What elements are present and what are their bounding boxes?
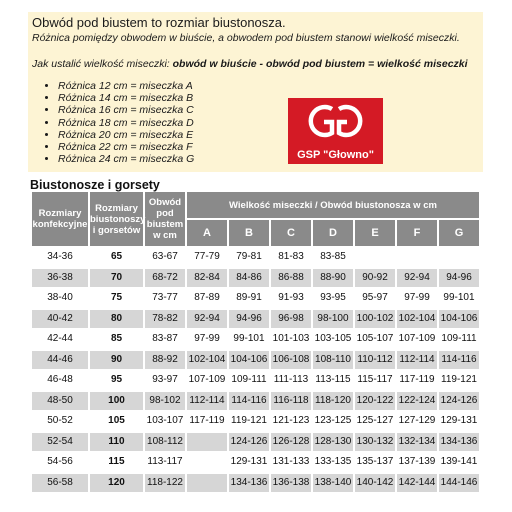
cell-cup-g: 99-101 [439,289,479,308]
cell-cup-g: 134-136 [439,433,479,452]
cell-cup-c: 126-128 [271,433,311,452]
cell-cup-e: 95-97 [355,289,395,308]
cell-cup-f: 122-124 [397,392,437,411]
cell-cup-c: 91-93 [271,289,311,308]
cell-cup-f: 97-99 [397,289,437,308]
cell-cup-f: 112-114 [397,351,437,370]
cell-cup-b: 119-121 [229,412,269,431]
table-row [32,371,479,390]
cell-konfekcja: 46-48 [32,371,88,390]
cell-cup-b: 89-91 [229,289,269,308]
cell-underbust: 63-67 [145,248,185,267]
header-biustonosz: Rozmiary biustonoszy i gorsetów [90,192,143,246]
info-subtitle: Różnica pomiędzy obwodem w biuście, a obwodem pod biustem stanowi wielkość miseczki. [32,32,460,44]
cell-underbust: 118-122 [145,474,185,493]
cell-cup-g: 139-141 [439,453,479,472]
header-cup-f: F [397,220,437,246]
header-cup-b: B [229,220,269,246]
cell-cup-f: 117-119 [397,371,437,390]
cell-cup-a: 117-119 [187,412,227,431]
header-cup-e: E [355,220,395,246]
cell-cup-a: 92-94 [187,310,227,329]
cell-cup-c: 111-113 [271,371,311,390]
cell-cup-g: 104-106 [439,310,479,329]
logo-label: GSP "Głowno" [297,149,374,161]
cell-underbust: 68-72 [145,269,185,288]
cell-konfekcja: 54-56 [32,453,88,472]
cup-rule-item: • Różnica 12 cm = miseczka A [58,80,194,92]
cell-cup-g: 109-111 [439,330,479,349]
cell-cup-d: 98-100 [313,310,353,329]
cup-rules-list [34,80,194,165]
cell-underbust: 98-102 [145,392,185,411]
cell-band-size: 85 [90,330,143,349]
cell-band-size: 70 [90,269,143,288]
cell-konfekcja: 48-50 [32,392,88,411]
cell-cup-e: 120-122 [355,392,395,411]
cell-band-size: 90 [90,351,143,370]
cell-konfekcja: 56-58 [32,474,88,493]
cup-rule-item: • Różnica 16 cm = miseczka C [58,104,194,116]
cell-cup-e: 100-102 [355,310,395,329]
cell-cup-a: 102-104 [187,351,227,370]
cell-cup-d: 108-110 [313,351,353,370]
cell-cup-e: 105-107 [355,330,395,349]
cell-underbust: 113-117 [145,453,185,472]
cell-cup-d: 113-115 [313,371,353,390]
cell-konfekcja: 42-44 [32,330,88,349]
cup-rule-item: • Różnica 22 cm = miseczka F [58,141,194,153]
cell-cup-e: 135-137 [355,453,395,472]
cell-band-size: 100 [90,392,143,411]
header-cup-group: Wielkość miseczki / Obwód biustonosza w cm [187,192,479,218]
cell-konfekcja: 38-40 [32,289,88,308]
size-table [30,190,481,494]
cell-cup-b: 109-111 [229,371,269,390]
cell-cup-d: 128-130 [313,433,353,452]
cell-cup-a: 77-79 [187,248,227,267]
cell-cup-c: 101-103 [271,330,311,349]
header-cup-g: G [439,220,479,246]
info-title: Obwód pod biustem to rozmiar biustonosza. [32,15,286,30]
cell-cup-d: 93-95 [313,289,353,308]
cell-konfekcja: 52-54 [32,433,88,452]
cell-cup-b: 104-106 [229,351,269,370]
cell-band-size: 110 [90,433,143,452]
cell-cup-e: 130-132 [355,433,395,452]
cell-cup-a [187,474,227,493]
cup-rule-item: • Różnica 14 cm = miseczka B [58,92,194,104]
cell-underbust: 108-112 [145,433,185,452]
cell-cup-e: 125-127 [355,412,395,431]
cell-cup-f: 132-134 [397,433,437,452]
cell-band-size: 120 [90,474,143,493]
cell-band-size: 80 [90,310,143,329]
table-row [32,474,479,493]
cell-cup-b: 84-86 [229,269,269,288]
cell-band-size: 105 [90,412,143,431]
header-cup-d: D [313,220,353,246]
header-cup-a: A [187,220,227,246]
cell-cup-c: 81-83 [271,248,311,267]
table-row [32,269,479,288]
cell-konfekcja: 44-46 [32,351,88,370]
header-konfekcja: Rozmiary konfekcyjne [32,192,88,246]
table-row [32,433,479,452]
table-row [32,392,479,411]
formula-text: obwód w biuście - obwód pod biustem = wielkość miseczki [172,58,468,70]
cell-cup-g: 129-131 [439,412,479,431]
cup-rule-item: • Różnica 24 cm = miseczka G [58,153,194,165]
cell-cup-g: 114-116 [439,351,479,370]
cell-cup-a: 107-109 [187,371,227,390]
table-row [32,330,479,349]
cell-cup-c: 86-88 [271,269,311,288]
header-cup-c: C [271,220,311,246]
cell-cup-e: 115-117 [355,371,395,390]
cell-cup-c: 131-133 [271,453,311,472]
company-logo [288,98,383,164]
cell-cup-g: 119-121 [439,371,479,390]
table-row [32,289,479,308]
cell-konfekcja: 40-42 [32,310,88,329]
cell-cup-a [187,453,227,472]
cell-cup-d: 138-140 [313,474,353,493]
cell-underbust: 93-97 [145,371,185,390]
cell-cup-g: 124-126 [439,392,479,411]
cell-cup-a: 112-114 [187,392,227,411]
table-row [32,310,479,329]
cell-cup-d: 103-105 [313,330,353,349]
cell-cup-a: 97-99 [187,330,227,349]
cell-cup-f: 92-94 [397,269,437,288]
gsp-logo-icon [288,102,383,142]
size-table-wrap [30,190,481,488]
cell-underbust: 83-87 [145,330,185,349]
cell-cup-c: 106-108 [271,351,311,370]
cell-cup-f [397,248,437,267]
cell-cup-f: 127-129 [397,412,437,431]
cell-cup-e: 110-112 [355,351,395,370]
table-row [32,453,479,472]
cell-band-size: 65 [90,248,143,267]
cell-cup-g: 144-146 [439,474,479,493]
cell-cup-c: 96-98 [271,310,311,329]
cell-cup-b: 99-101 [229,330,269,349]
cell-cup-g [439,248,479,267]
cell-konfekcja: 34-36 [32,248,88,267]
cell-cup-d: 88-90 [313,269,353,288]
cell-cup-a: 82-84 [187,269,227,288]
cell-konfekcja: 50-52 [32,412,88,431]
header-obwod-pod: Obwód pod biustem w cm [145,192,185,246]
table-row [32,248,479,267]
cell-cup-g: 94-96 [439,269,479,288]
cell-cup-e: 90-92 [355,269,395,288]
cell-cup-f: 102-104 [397,310,437,329]
cell-cup-a: 87-89 [187,289,227,308]
cell-underbust: 103-107 [145,412,185,431]
cell-cup-b: 94-96 [229,310,269,329]
cell-cup-d: 118-120 [313,392,353,411]
table-row [32,412,479,431]
info-box [28,12,483,172]
cell-cup-b: 134-136 [229,474,269,493]
cell-cup-b: 124-126 [229,433,269,452]
cell-cup-d: 123-125 [313,412,353,431]
cell-cup-e [355,248,395,267]
cell-cup-d: 83-85 [313,248,353,267]
cell-cup-d: 133-135 [313,453,353,472]
cell-cup-f: 137-139 [397,453,437,472]
cell-cup-f: 107-109 [397,330,437,349]
cell-band-size: 95 [90,371,143,390]
cell-konfekcja: 36-38 [32,269,88,288]
table-body [32,248,479,492]
cell-cup-f: 142-144 [397,474,437,493]
formula-prefix: Jak ustalić wielkość miseczki: [32,58,173,70]
cell-cup-c: 136-138 [271,474,311,493]
cell-underbust: 73-77 [145,289,185,308]
cup-rule-item: • Różnica 18 cm = miseczka D [58,117,194,129]
cell-underbust: 88-92 [145,351,185,370]
cell-cup-b: 129-131 [229,453,269,472]
table-title: Biustonosze i gorsety [30,178,160,192]
cell-cup-a [187,433,227,452]
cup-rule-item: • Różnica 20 cm = miseczka E [58,129,194,141]
cell-cup-c: 121-123 [271,412,311,431]
cup-formula [32,58,468,70]
cell-cup-b: 79-81 [229,248,269,267]
cell-band-size: 115 [90,453,143,472]
cell-underbust: 78-82 [145,310,185,329]
cell-cup-e: 140-142 [355,474,395,493]
table-row [32,351,479,370]
cell-cup-c: 116-118 [271,392,311,411]
cell-cup-b: 114-116 [229,392,269,411]
cell-band-size: 75 [90,289,143,308]
